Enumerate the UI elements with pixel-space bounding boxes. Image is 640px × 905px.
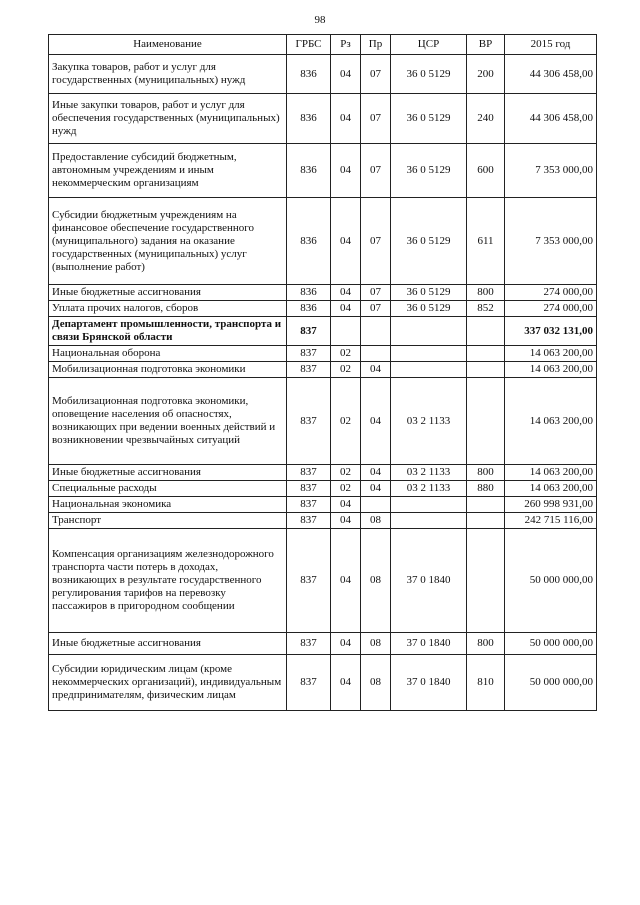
row-amount: 14 063 200,00 — [505, 346, 597, 362]
row-vr: 852 — [467, 301, 505, 317]
column-header-name: Наименование — [49, 35, 287, 55]
row-vr: 810 — [467, 655, 505, 711]
row-rz: 04 — [331, 285, 361, 301]
row-name: Предоставление субсидий бюджетным, автономным учреждениям и иным некоммерческим организациям — [49, 144, 287, 198]
column-header-csr: ЦСР — [391, 35, 467, 55]
row-csr — [391, 317, 467, 346]
row-grbs: 837 — [287, 513, 331, 529]
row-vr — [467, 497, 505, 513]
row-grbs: 837 — [287, 362, 331, 378]
column-header-pr: Пр — [361, 35, 391, 55]
table-header-row — [49, 35, 597, 55]
row-name: Транспорт — [49, 513, 287, 529]
row-amount: 44 306 458,00 — [505, 55, 597, 94]
row-vr: 240 — [467, 94, 505, 144]
table-row — [49, 346, 597, 362]
row-vr — [467, 317, 505, 346]
row-vr: 880 — [467, 481, 505, 497]
table-row — [49, 94, 597, 144]
column-header-rz: Рз — [331, 35, 361, 55]
table-row — [49, 513, 597, 529]
row-grbs: 837 — [287, 465, 331, 481]
row-rz: 04 — [331, 497, 361, 513]
table-row — [49, 301, 597, 317]
row-amount: 242 715 116,00 — [505, 513, 597, 529]
row-name: Субсидии бюджетным учреждениям на финансовое обеспечение государственного (муниципального) задания на оказание государственных (муниципальных) услуг (выполнение работ) — [49, 198, 287, 285]
row-grbs: 836 — [287, 198, 331, 285]
row-csr: 37 0 1840 — [391, 633, 467, 655]
table-row — [49, 497, 597, 513]
row-grbs: 837 — [287, 317, 331, 346]
row-rz: 02 — [331, 378, 361, 465]
row-vr: 200 — [467, 55, 505, 94]
row-rz: 02 — [331, 465, 361, 481]
page-number: 98 — [314, 14, 326, 26]
budget-table — [48, 34, 597, 711]
row-amount: 7 353 000,00 — [505, 198, 597, 285]
row-pr — [361, 497, 391, 513]
row-csr: 03 2 1133 — [391, 481, 467, 497]
row-csr: 03 2 1133 — [391, 465, 467, 481]
row-csr: 36 0 5129 — [391, 55, 467, 94]
row-name: Специальные расходы — [49, 481, 287, 497]
row-csr: 37 0 1840 — [391, 655, 467, 711]
row-pr: 04 — [361, 481, 391, 497]
row-pr: 04 — [361, 465, 391, 481]
row-pr: 07 — [361, 94, 391, 144]
row-amount: 7 353 000,00 — [505, 144, 597, 198]
row-amount: 14 063 200,00 — [505, 362, 597, 378]
row-csr: 37 0 1840 — [391, 529, 467, 633]
row-grbs: 837 — [287, 346, 331, 362]
row-pr: 08 — [361, 513, 391, 529]
row-name: Национальная оборона — [49, 346, 287, 362]
table-row-department — [49, 317, 597, 346]
row-csr: 03 2 1133 — [391, 378, 467, 465]
row-amount: 50 000 000,00 — [505, 529, 597, 633]
row-amount: 260 998 931,00 — [505, 497, 597, 513]
row-grbs: 837 — [287, 497, 331, 513]
row-csr — [391, 497, 467, 513]
row-name: Иные бюджетные ассигнования — [49, 633, 287, 655]
row-pr — [361, 346, 391, 362]
row-rz: 04 — [331, 55, 361, 94]
row-pr: 08 — [361, 529, 391, 633]
row-amount: 274 000,00 — [505, 285, 597, 301]
table-row — [49, 144, 597, 198]
row-grbs: 836 — [287, 144, 331, 198]
row-name: Мобилизационная подготовка экономики, оповещение населения об опасностях, возникающих при ведении военных действий и возникновении чрезвычайных ситуаций — [49, 378, 287, 465]
table-row — [49, 655, 597, 711]
row-rz: 04 — [331, 633, 361, 655]
row-grbs: 836 — [287, 94, 331, 144]
table-row — [49, 481, 597, 497]
row-rz — [331, 317, 361, 346]
row-pr: 04 — [361, 362, 391, 378]
row-pr: 08 — [361, 655, 391, 711]
row-grbs: 837 — [287, 481, 331, 497]
row-amount: 337 032 131,00 — [505, 317, 597, 346]
row-pr: 08 — [361, 633, 391, 655]
row-csr: 36 0 5129 — [391, 301, 467, 317]
row-grbs: 836 — [287, 285, 331, 301]
row-vr: 600 — [467, 144, 505, 198]
table-row — [49, 198, 597, 285]
row-rz: 04 — [331, 513, 361, 529]
table-row — [49, 285, 597, 301]
row-grbs: 836 — [287, 55, 331, 94]
row-amount: 14 063 200,00 — [505, 378, 597, 465]
row-rz: 04 — [331, 529, 361, 633]
row-amount: 50 000 000,00 — [505, 655, 597, 711]
row-csr — [391, 513, 467, 529]
row-csr — [391, 362, 467, 378]
row-vr: 611 — [467, 198, 505, 285]
row-rz: 04 — [331, 655, 361, 711]
table-row — [49, 633, 597, 655]
column-header-grbs: ГРБС — [287, 35, 331, 55]
table-row — [49, 529, 597, 633]
row-vr — [467, 378, 505, 465]
row-pr: 07 — [361, 285, 391, 301]
row-rz: 02 — [331, 346, 361, 362]
table-row — [49, 465, 597, 481]
row-rz: 04 — [331, 301, 361, 317]
column-header-amount: 2015 год — [505, 35, 597, 55]
row-csr: 36 0 5129 — [391, 198, 467, 285]
row-pr: 07 — [361, 55, 391, 94]
row-vr: 800 — [467, 465, 505, 481]
row-pr: 07 — [361, 301, 391, 317]
row-name: Иные бюджетные ассигнования — [49, 465, 287, 481]
row-csr: 36 0 5129 — [391, 144, 467, 198]
row-name: Национальная экономика — [49, 497, 287, 513]
row-rz: 04 — [331, 94, 361, 144]
row-amount: 14 063 200,00 — [505, 481, 597, 497]
row-amount: 44 306 458,00 — [505, 94, 597, 144]
row-pr: 04 — [361, 378, 391, 465]
column-header-vr: ВР — [467, 35, 505, 55]
row-csr — [391, 346, 467, 362]
row-name: Мобилизационная подготовка экономики — [49, 362, 287, 378]
row-name: Иные закупки товаров, работ и услуг для обеспечения государственных (муниципальных) нужд — [49, 94, 287, 144]
row-vr — [467, 346, 505, 362]
row-rz: 04 — [331, 144, 361, 198]
table-row — [49, 362, 597, 378]
row-grbs: 837 — [287, 378, 331, 465]
row-grbs: 837 — [287, 529, 331, 633]
row-amount: 50 000 000,00 — [505, 633, 597, 655]
row-name: Уплата прочих налогов, сборов — [49, 301, 287, 317]
row-rz: 02 — [331, 362, 361, 378]
table-row — [49, 378, 597, 465]
row-name: Департамент промышленности, транспорта и связи Брянской области — [49, 317, 287, 346]
row-pr — [361, 317, 391, 346]
row-vr: 800 — [467, 285, 505, 301]
row-vr — [467, 529, 505, 633]
row-name: Компенсация организациям железнодорожного транспорта части потерь в доходах, возникающих в результате государственного регулирования тарифов на перевозку пассажиров в пригородном сообщении — [49, 529, 287, 633]
row-rz: 02 — [331, 481, 361, 497]
row-csr: 36 0 5129 — [391, 94, 467, 144]
row-amount: 274 000,00 — [505, 301, 597, 317]
row-vr — [467, 362, 505, 378]
row-pr: 07 — [361, 144, 391, 198]
row-pr: 07 — [361, 198, 391, 285]
row-name: Субсидии юридическим лицам (кроме некоммерческих организаций), индивидуальным предпринимателям, физическим лицам — [49, 655, 287, 711]
row-csr: 36 0 5129 — [391, 285, 467, 301]
row-grbs: 837 — [287, 655, 331, 711]
row-name: Иные бюджетные ассигнования — [49, 285, 287, 301]
row-name: Закупка товаров, работ и услуг для государственных (муниципальных) нужд — [49, 55, 287, 94]
row-rz: 04 — [331, 198, 361, 285]
row-vr — [467, 513, 505, 529]
row-grbs: 836 — [287, 301, 331, 317]
table-row — [49, 55, 597, 94]
row-grbs: 837 — [287, 633, 331, 655]
row-vr: 800 — [467, 633, 505, 655]
row-amount: 14 063 200,00 — [505, 465, 597, 481]
